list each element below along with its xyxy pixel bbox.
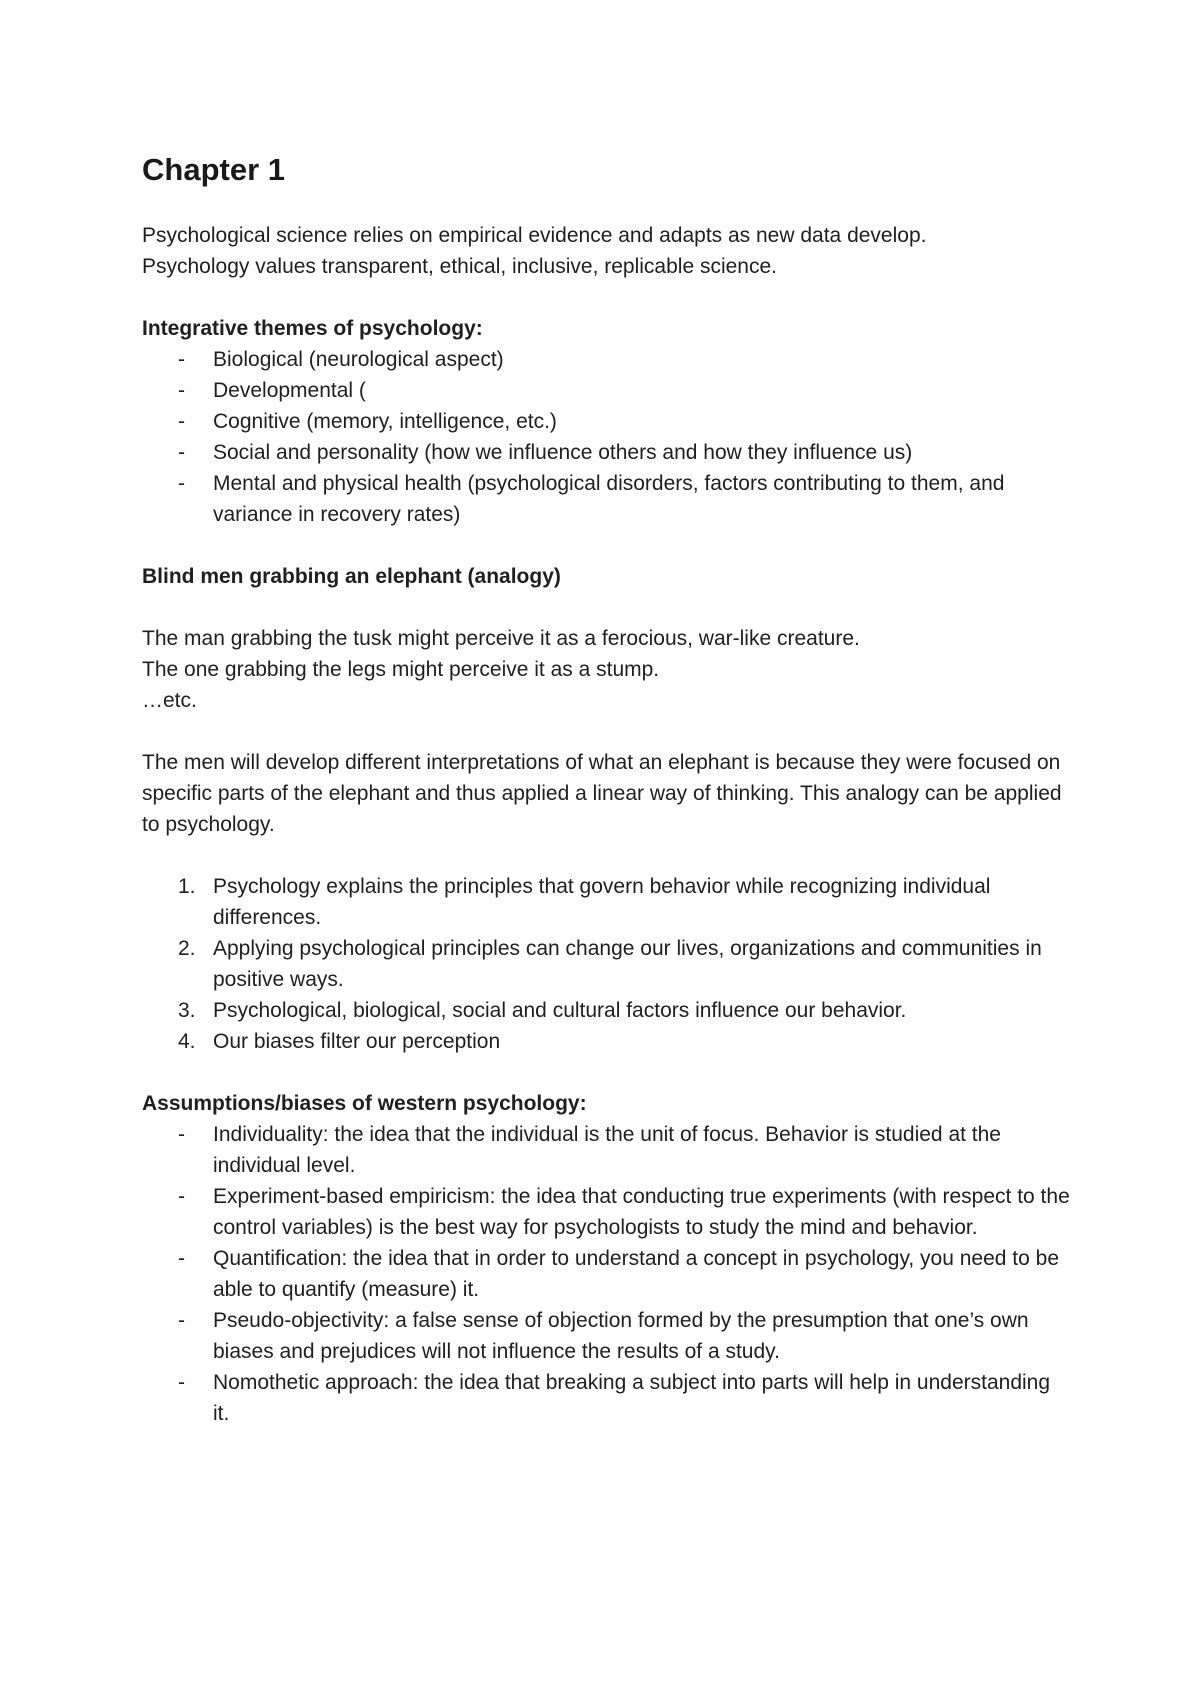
list-item (142, 468, 1072, 530)
list-item-text: Social and personality (how we influence others and how they influence us) (213, 441, 913, 465)
intro-line: Psychological science relies on empirical evidence and adapts as new data develop. (142, 224, 927, 248)
list-item-text: Nomothetic approach: the idea that breaking a subject into parts will help in understanding it. (213, 1371, 1051, 1426)
dash-bullet: - (178, 1123, 185, 1147)
intro-line: Psychology values transparent, ethical, inclusive, replicable science. (142, 255, 777, 279)
list-item-text: Our biases filter our perception (213, 1030, 501, 1054)
document-page (142, 150, 1072, 1460)
list-number: 1. (178, 875, 196, 899)
dash-bullet: - (178, 1309, 185, 1333)
list-number: 2. (178, 937, 196, 961)
principles-list (142, 871, 1072, 1057)
list-item (142, 1026, 1072, 1057)
list-item (142, 1367, 1072, 1429)
page-title: Chapter 1 (142, 152, 285, 187)
list-item-text: Applying psychological principles can change our lives, organizations and communities in positive ways. (213, 937, 1042, 992)
list-item-text: Developmental ( (213, 379, 366, 403)
analogy-line: The one grabbing the legs might perceive it as a stump. (142, 658, 660, 682)
list-item (142, 871, 1072, 933)
list-item-text: Quantification: the idea that in order to understand a concept in psychology, you need to be able to quantify (measure) it. (213, 1247, 1060, 1302)
list-item (142, 1181, 1072, 1243)
dash-bullet: - (178, 1185, 185, 1209)
analogy-line: …etc. (142, 689, 197, 713)
dash-bullet: - (178, 1247, 185, 1271)
dash-bullet: - (178, 472, 185, 496)
list-item (142, 375, 1072, 406)
list-item-text: Pseudo-objectivity: a false sense of objection formed by the presumption that one’s own biases and prejudices will not influence the results of a study. (213, 1309, 1029, 1364)
themes-heading: Integrative themes of psychology: (142, 317, 483, 341)
analogy-line: The man grabbing the tusk might perceive it as a ferocious, war-like creature. (142, 627, 860, 651)
list-item (142, 933, 1072, 995)
list-item-text: Individuality: the idea that the individual is the unit of focus. Behavior is studied at the individual level. (213, 1123, 1001, 1178)
themes-list (142, 344, 1072, 530)
dash-bullet: - (178, 441, 185, 465)
list-item (142, 1305, 1072, 1367)
list-item-text: Psychology explains the principles that govern behavior while recognizing individual differences. (213, 875, 991, 930)
list-item-text: Cognitive (memory, intelligence, etc.) (213, 410, 557, 434)
dash-bullet: - (178, 410, 185, 434)
list-item-text: Mental and physical health (psychological disorders, factors contributing to them, and variance in recovery rates) (213, 472, 1005, 527)
assumptions-heading: Assumptions/biases of western psychology: (142, 1092, 587, 1116)
dash-bullet: - (178, 379, 185, 403)
list-item (142, 1119, 1072, 1181)
list-number: 4. (178, 1030, 196, 1054)
list-item (142, 406, 1072, 437)
list-item-text: Psychological, biological, social and cultural factors influence our behavior. (213, 999, 907, 1023)
list-item (142, 437, 1072, 468)
list-item-text: Biological (neurological aspect) (213, 348, 504, 372)
analogy-explanation: The men will develop different interpretations of what an elephant is because they were focused on specific parts of the elephant and thus applied a linear way of thinking. This analogy can be applied to psychology. (142, 751, 1062, 837)
list-number: 3. (178, 999, 196, 1023)
list-item (142, 1243, 1072, 1305)
analogy-heading: Blind men grabbing an elephant (analogy) (142, 565, 561, 589)
list-item (142, 995, 1072, 1026)
list-item-text: Experiment-based empiricism: the idea that conducting true experiments (with respect to the control variables) is the best way for psychologists to study the mind and behavior. (213, 1185, 1070, 1240)
assumptions-list (142, 1119, 1072, 1429)
dash-bullet: - (178, 348, 185, 372)
dash-bullet: - (178, 1371, 185, 1395)
list-item (142, 344, 1072, 375)
